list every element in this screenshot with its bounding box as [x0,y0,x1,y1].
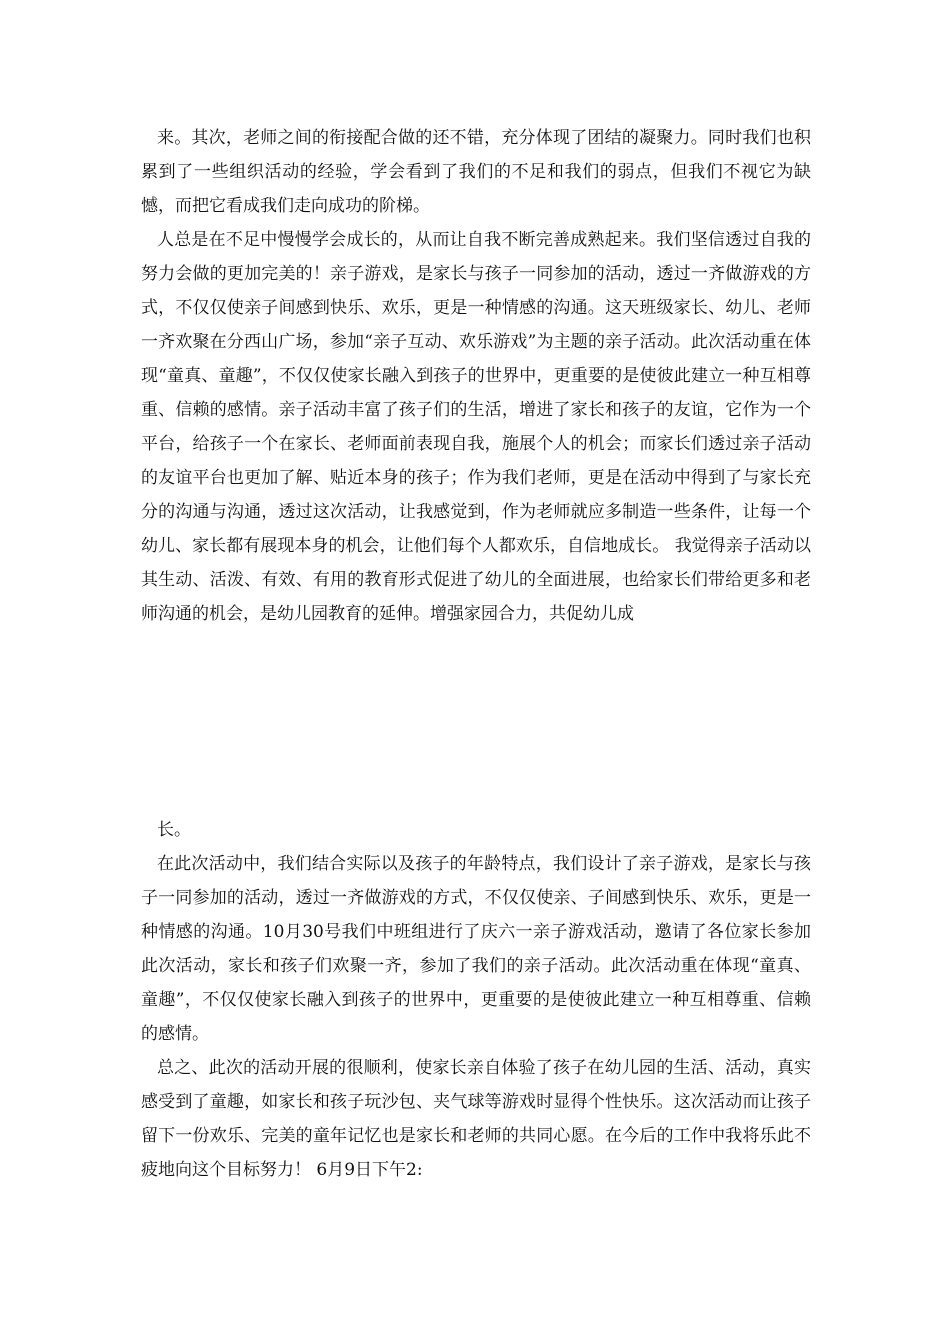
text-block-lower [141,813,811,1187]
paragraph-activity-description: 在此次活动中，我们结合实际以及孩子的年龄特点，我们设计了亲子游戏，是家长与孩子一同参加的活动，透过一齐做游戏的方式，不仅仅使亲、子间感到快乐、欢乐，更是一种情感的沟通。10月30号我们中班组进行了庆六一亲子游戏活动，邀请了各位家长参加此次活动，家长和孩子们欢聚一齐，参加了我们的亲子活动。此次活动重在体现“童真、童趣”，不仅仅使家长融入到孩子的世界中，更重要的是使彼此建立一种互相尊重、信赖的感情。 [141,854,811,1044]
paragraph-continuation-end: 长。 [157,820,191,840]
paragraph-continuation: 来。其次，老师之间的衔接配合做的还不错，充分体现了团结的凝聚力。同时我们也积累到了一些组织活动的经验，学会看到了我们的不足和我们的弱点，但我们不视它为缺憾，而把它看成我们走向成功的阶梯。 [141,128,811,216]
text-block-upper [141,121,811,631]
paragraph-parent-child-game: 人总是在不足中慢慢学会成长的，从而让自我不断完善成熟起来。我们坚信透过自我的努力会做的更加完美的！亲子游戏，是家长与孩子一同参加的活动，透过一齐做游戏的方式，不仅仅使亲子间感到快乐、欢乐，更是一种情感的沟通。这天班级家长、幼儿、老师一齐欢聚在分西山广场，参加“亲子互动、欢乐游戏”为主题的亲子活动。此次活动重在体现“童真、童趣”，不仅仅使家长融入到孩子的世界中，更重要的是使彼此建立一种互相尊重、信赖的感情。亲子活动丰富了孩子们的生活，增进了家长和孩子的友谊，它作为一个平台，给孩子一个在家长、老师面前表现自我，施展个人的机会；而家长们透过亲子活动的友谊平台也更加了解、贴近本身的孩子；作为我们老师，更是在活动中得到了与家长充分的沟通与沟通，透过这次活动，让我感觉到，作为老师就应多制造一些条件，让每一个幼儿、家长都有展现本身的机会，让他们每个人都欢乐，自信地成长。 我觉得亲子活动以其生动、活泼、有效、有用的教育形式促进了幼儿的全面进展，也给家长们带给更多和老师沟通的机会，是幼儿园教育的延伸。增强家园合力，共促幼儿成 [141,230,811,624]
paragraph-summary: 总之、此次的活动开展的很顺利，使家长亲自体验了孩子在幼儿园的生活、活动，真实感受到了童趣，如家长和孩子玩沙包、夹气球等游戏时显得个性快乐。这次活动而让孩子留下一份欢乐、完美的童年记忆也是家长和老师的共同心愿。在今后的工作中我将乐此不疲地向这个目标努力！ 6月9日下午2: [141,1058,811,1180]
